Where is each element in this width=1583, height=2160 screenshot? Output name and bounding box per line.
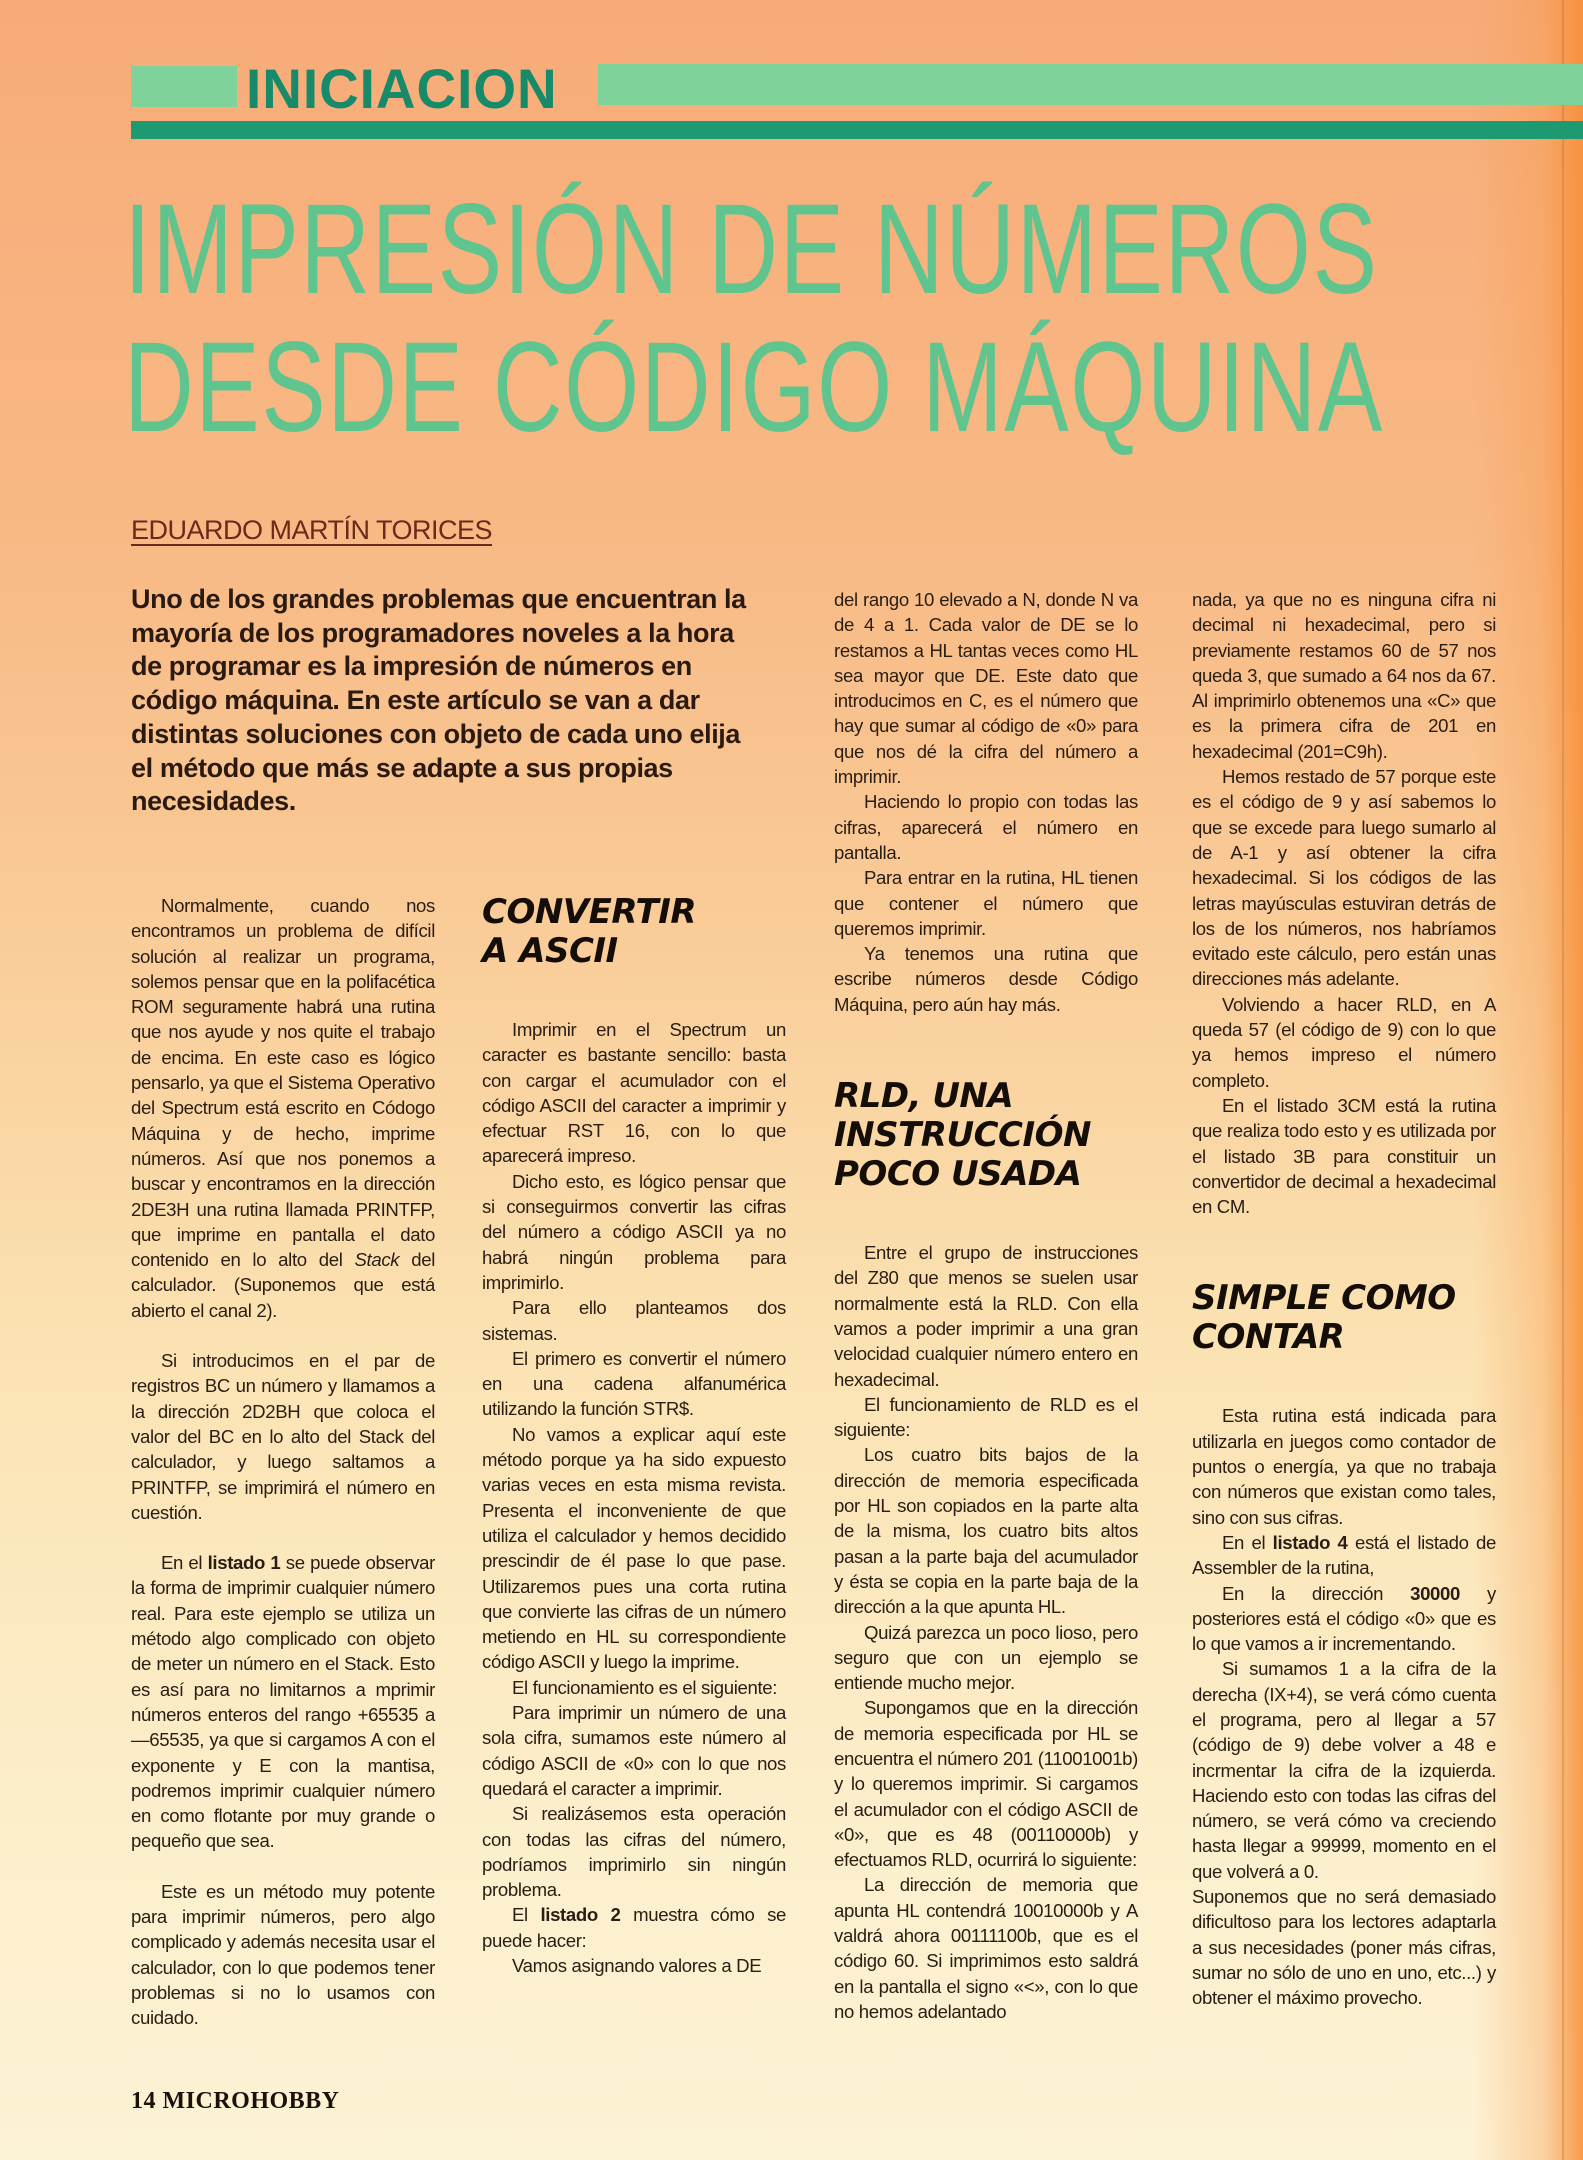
paragraph: Esta rutina está indicada para utilizarla en juegos como contador de puntos o energía, ya que no trabaja con números que existan como tales, sino con sus cifras. [1192,1405,1496,1528]
paragraph: Quizá parezca un poco lioso, pero seguro que con un ejemplo se entiende mucho mejor. [834,1621,1138,1694]
section-bar-left [131,66,237,107]
paragraph: El funcionamiento de RLD es el siguiente: [834,1393,1138,1441]
column-4 [1192,587,1496,2011]
text: Normalmente, cuando nos encontramos un problema de difícil solución al realizar un programa, solemos pensar que en la polifacética ROM seguramente habrá una rutina que nos ayude y nos quite el trabajo de encima. En este caso es lógico pensarlo, ya que el Sistema Operativo del Spectrum está escrito en Códogo Máquina y de hecho, imprime números. Así que nos ponemos a buscar y encontramos en la dirección 2DE3H una rutina llamada PRINTFP, que imprime en pantalla el dato contenido en lo alto del [131,895,435,1271]
paragraph: Dicho esto, es lógico pensar que si conseguirmos convertir las cifras del número a código ASCII ya no habrá ningún problema para imprimirlo. [482,1170,786,1293]
page-gutter-line [1562,0,1564,2160]
paragraph [1192,1581,1496,1657]
listing-reference: listado 4 [1272,1531,1348,1553]
italic-text: Stack [354,1249,400,1271]
text: En la dirección [1222,1582,1411,1604]
text: En el [1222,1531,1273,1553]
paragraph [482,1902,786,1953]
section-rule [131,121,1583,139]
article-title-line-1: IMPRESIÓN DE NÚMEROS [124,178,1379,321]
paragraph: Para entrar en la rutina, HL tienen que contener el número que queremos imprimir. [834,867,1138,939]
paragraph: Hemos restado de 57 porque este es el código de 9 y así sabemos lo que se excede para luego sumarlo al de A-1 y así obtener la cifra hexadecimal. Si los códigos de las letras mayúsculas estuviran detrás de los de los números, nos habríamos evitado este cálculo, pero están unas direcciones más adelante. [1192,766,1496,990]
paragraph: nada, ya que no es ninguna cifra ni decimal ni hexadecimal, pero si previamente restamos 60 de 57 nos queda 3, que sumado a 64 nos da 67. Al imprimirlo obtenemos una «C» que es la primera cifra de 201 en hexadecimal (201=C9h). [1192,589,1496,762]
listing-reference: listado 1 [207,1552,281,1574]
text: En el [161,1552,208,1574]
text: y posteriores está el código «0» que es lo que vamos a ir incrementando. [1192,1582,1496,1655]
paragraph: Para imprimir un número de una sola cifra, sumamos este número al código ASCII de «0» con lo que nos quedará el caracter a imprimir. [482,1702,786,1799]
subheading-rld: RLD, UNA INSTRUCCIÓN POCO USADA [834,1076,1091,1195]
paragraph: Entre el grupo de instrucciones del Z80 que menos se suelen usar normalmente está la RLD. Con ella vamos a poder imprimir a una gran velocidad cualquier número entero en hexadecimal. [834,1242,1138,1390]
paragraph: El primero es convertir el número en una cadena alfanumérica utilizando la función STR$. [482,1347,786,1420]
subheading-convertir-ascii: CONVERTIR A ASCII [482,892,697,971]
subheading-simple-como-contar: SIMPLE COMO CONTAR [1192,1278,1456,1358]
paragraph: Si realizásemos esta operación con todas las cifras del número, podríamos imprimirlo sin ningún problema. [482,1803,786,1901]
column-3 [834,587,1138,2024]
address-value: 30000 [1410,1582,1461,1604]
paragraph: Este es un método muy potente para imprimir números, pero algo complicado y además necesita usar el calculador, con lo que podemos tener problemas si no lo usamos con cuidado. [131,1880,435,2029]
listing-reference: listado 2 [540,1904,621,1926]
section-label: INICIACION [246,57,558,120]
paragraph: Imprimir en el Spectrum un caracter es bastante sencillo: basta con cargar el acumulador con el código ASCII del caracter a imprimir y efectuar RST 16, con lo que aparecerá impreso. [482,1019,786,1167]
author-byline: EDUARDO MARTÍN TORICES [131,515,493,545]
paragraph [131,1550,435,1854]
column-1 [131,893,435,2030]
paragraph: Volviendo a hacer RLD, en A queda 57 (el código de 9) con lo que ya hemos impreso el número completo. [1192,993,1496,1091]
paragraph: del rango 10 elevado a N, donde N va de 4 a 1. Cada valor de DE se lo restamos a HL tantas veces como HL sea mayor que DE. Este dato que introducimos en C, es el número que hay que sumar al código de «0» para que nos dé la cifra del número a imprimir. [834,589,1138,788]
paragraph: La dirección de memoria que apunta HL contendrá 10010000b y A valdrá ahora 00111100b, que es el código 60. Si imprimimos esto saldrá en la pantalla el signo «<», con lo que no hemos adelantado [834,1874,1138,2022]
text: muestra cómo se puede hacer: [482,1904,787,1951]
text: se puede observar la forma de imprimir cualquier número real. Para este ejemplo se utiliza un método algo complicado con objeto de meter un número en el Stack. Esto es así para no limitarnos a mprimir números enteros del rango +65535 a —65535, ya que si cargamos A con el exponente y E con la mantisa, podremos imprimir cualquier número en como flotante por muy grande o pequeño que sea. [131,1552,435,1852]
paragraph: Para ello planteamos dos sistemas. [482,1297,786,1344]
paragraph: En el listado 3CM está la rutina que realiza todo esto y es utilizada por el listado 3B para constituir un convertidor de decimal a hexadecimal en CM. [1192,1094,1496,1218]
paragraph: No vamos a explicar aquí este método porque ya ha sido expuesto varias veces en esta misma revista. Presenta el inconveniente de que utiliza el calculador y hemos decidido prescindir de él pase lo que pase. Utilizaremos pues una corta rutina que convierte las cifras de un número metiendo en HL su correspondiente código ASCII y luego la imprime. [482,1423,786,1673]
intro-lead: Uno de los grandes problemas que encuentran la mayoría de los programadores noveles a la hora de programar es la impresión de números en código máquina. En este artículo se van a dar distintas soluciones con objeto de cada uno elija el método que más se adapte a sus propias necesidades. [131,584,746,817]
article-title-line-2: DESDE CÓDIGO MÁQUINA [124,316,1384,459]
paragraph: Haciendo lo propio con todas las cifras, aparecerá el número en pantalla. [834,791,1138,863]
paragraph: Ya tenemos una rutina que escribe números desde Código Máquina, pero aún hay más. [834,943,1138,1015]
text: está el listado de Assembler de la rutina, [1192,1531,1497,1579]
column-2 [482,893,786,1978]
paragraph: El funcionamiento es el siguiente: [512,1676,778,1698]
text: del calculador. (Suponemos que está abierto el canal 2). [131,1249,435,1321]
paragraph: Si sumamos 1 a la cifra de la derecha (IX+4), se verá cómo cuenta el programa, pero al llegar a 57 (código de 9) debe volver a 48 e incrmentar la cifra de la izquierda. Haciendo esto con todas las cifras del número, se verá cómo va creciendo hasta llegar a 99999, momento en el que volverá a 0. [1192,1658,1496,1882]
text: El [512,1904,541,1926]
section-bar-right [598,64,1583,105]
paragraph: Suponemos que no será demasiado dificultoso para los lectores adaptarla a sus necesidades (poner más cifras, sumar no sólo de uno en uno, etc...) y obtener el máximo provecho. [1192,1886,1496,2009]
paragraph [131,893,435,1323]
paragraph: Supongamos que en la dirección de memoria especificada por HL se encuentra el número 201 (11001001b) y lo queremos imprimir. Si cargamos el acumulador con el código ASCII de «0», que es 48 (00110000b) y efectuamos RLD, ocurrirá lo siguiente: [834,1697,1138,1871]
paragraph [1192,1530,1496,1581]
paragraph: Vamos asignando valores a DE [512,1954,762,1976]
paragraph: Si introducimos en el par de registros BC un número y llamamos a la dirección 2D2BH que coloca el valor del BC en lo alto del Stack del calculador, y luego saltamos a PRINTFP, se imprimirá el número en cuestión. [131,1350,435,1523]
page-footer-folio: 14 MICROHOBBY [131,2088,340,2114]
paragraph: Los cuatro bits bajos de la dirección de memoria especificada por HL son copiados en la parte alta de la misma, los cuatro bits altos pasan a la parte baja del acumulador y ésta se copia en la parte baja de la dirección a la que apunta HL. [834,1444,1138,1618]
